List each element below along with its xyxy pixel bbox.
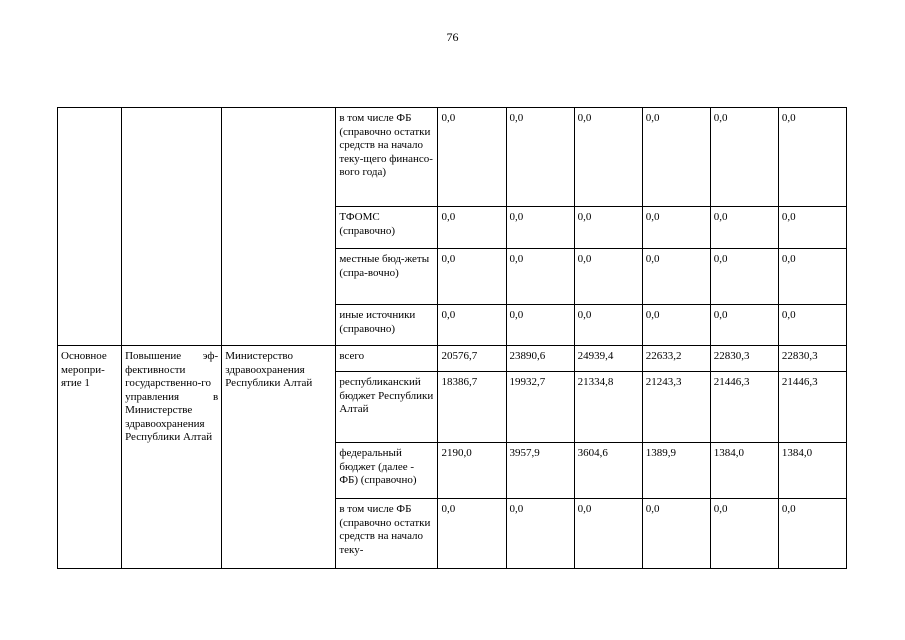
value-cell: 1389,9 — [642, 443, 710, 499]
funding-source-cell: ТФОМС (справочно) — [336, 207, 438, 249]
event-name-cell: Повышение эф-фективности государственно-го управления в Министерстве здравоохранения Республики Алтай — [122, 346, 222, 569]
table-row — [58, 346, 847, 372]
value-cell: 0,0 — [506, 249, 574, 305]
event-executor-cell: Министерство здравоохранения Республики Алтай — [222, 346, 336, 569]
value-cell: 0,0 — [438, 499, 506, 569]
value-cell: 0,0 — [574, 305, 642, 346]
value-cell: 0,0 — [778, 249, 846, 305]
value-cell: 3957,9 — [506, 443, 574, 499]
value-cell: 0,0 — [778, 499, 846, 569]
value-cell: 0,0 — [642, 249, 710, 305]
value-cell: 18386,7 — [438, 372, 506, 443]
value-cell: 20576,7 — [438, 346, 506, 372]
value-cell: 0,0 — [710, 108, 778, 207]
value-cell: 19932,7 — [506, 372, 574, 443]
value-cell: 0,0 — [506, 207, 574, 249]
funding-source-cell: федеральный бюджет (далее - ФБ) (справочно) — [336, 443, 438, 499]
cell-type-empty — [58, 108, 122, 346]
value-cell: 0,0 — [710, 207, 778, 249]
value-cell: 21446,3 — [778, 372, 846, 443]
value-cell: 3604,6 — [574, 443, 642, 499]
value-cell: 23890,6 — [506, 346, 574, 372]
cell-name-empty — [122, 108, 222, 346]
value-cell: 0,0 — [574, 249, 642, 305]
page-number: 76 — [446, 30, 459, 44]
funding-source-cell: в том числе ФБ (справочно остатки средств на начало теку-щего финансо-вого года) — [336, 108, 438, 207]
event-type-cell: Основное меропри-ятие 1 — [58, 346, 122, 569]
funding-source-cell: всего — [336, 346, 438, 372]
value-cell: 0,0 — [710, 249, 778, 305]
value-cell: 22830,3 — [710, 346, 778, 372]
funding-source-cell: республиканский бюджет Республики Алтай — [336, 372, 438, 443]
value-cell: 0,0 — [642, 207, 710, 249]
value-cell: 0,0 — [506, 305, 574, 346]
funding-source-cell: местные бюд-жеты (спра-вочно) — [336, 249, 438, 305]
value-cell: 0,0 — [710, 499, 778, 569]
value-cell: 0,0 — [506, 108, 574, 207]
value-cell: 21334,8 — [574, 372, 642, 443]
budget-table — [57, 107, 847, 569]
cell-executor-empty — [222, 108, 336, 346]
value-cell: 22830,3 — [778, 346, 846, 372]
value-cell: 0,0 — [574, 207, 642, 249]
value-cell: 21446,3 — [710, 372, 778, 443]
value-cell: 0,0 — [438, 305, 506, 346]
funding-source-cell: иные источники (справочно) — [336, 305, 438, 346]
value-cell: 1384,0 — [778, 443, 846, 499]
value-cell: 0,0 — [642, 305, 710, 346]
value-cell: 0,0 — [574, 108, 642, 207]
value-cell: 0,0 — [438, 249, 506, 305]
value-cell: 0,0 — [438, 108, 506, 207]
value-cell: 0,0 — [778, 305, 846, 346]
value-cell: 24939,4 — [574, 346, 642, 372]
value-cell: 0,0 — [438, 207, 506, 249]
table-row — [58, 108, 847, 207]
value-cell: 1384,0 — [710, 443, 778, 499]
value-cell: 2190,0 — [438, 443, 506, 499]
value-cell: 0,0 — [506, 499, 574, 569]
value-cell: 0,0 — [710, 305, 778, 346]
value-cell: 0,0 — [778, 108, 846, 207]
value-cell: 0,0 — [642, 108, 710, 207]
value-cell: 21243,3 — [642, 372, 710, 443]
funding-source-cell: в том числе ФБ (справочно остатки средств на начало теку- — [336, 499, 438, 569]
value-cell: 0,0 — [642, 499, 710, 569]
value-cell: 0,0 — [574, 499, 642, 569]
value-cell: 0,0 — [778, 207, 846, 249]
value-cell: 22633,2 — [642, 346, 710, 372]
